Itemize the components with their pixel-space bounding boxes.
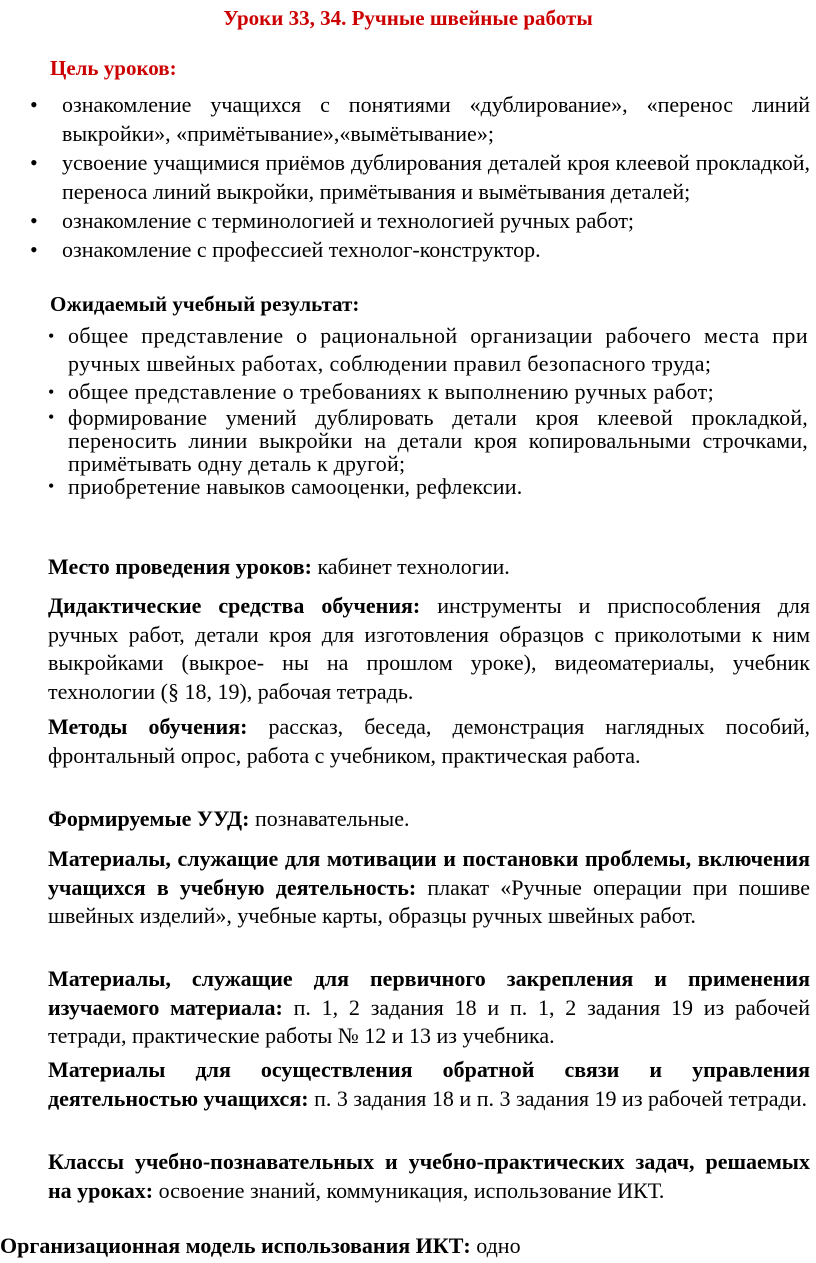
- feedback-text: п. 3 задания 18 и п. 3 задания 19 из рабочей тетради.: [308, 1085, 807, 1111]
- feedback-label: Материалы для осуществления обратной связи и управления деятельностью учащихся:: [48, 1057, 810, 1111]
- expected-results-list: [48, 322, 808, 498]
- uud-label: Формируемые УУД:: [48, 806, 250, 831]
- feedback-paragraph: [48, 1056, 810, 1113]
- goal-heading: Цель уроков:: [50, 56, 177, 80]
- goal-item: • ознакомление с профессией технолог-конструктор.: [30, 235, 810, 264]
- goal-item: • ознакомление с терминологией и технологией ручных работ;: [30, 206, 810, 235]
- methods-text: рассказ, беседа, демонстрация наглядных пособий, фронтальный опрос, работа с учебником, практическая работа.: [48, 714, 811, 768]
- uud-paragraph: [48, 805, 810, 834]
- uud-text: познавательные.: [249, 806, 410, 831]
- consolidation-text: п. 1, 2 задания 18 и п. 1, 2 задания 19 из рабочей тетради, практические работы № 12 и 13 из учебника.: [48, 994, 811, 1048]
- motivation-text: плакат «Ручные операции при пошиве швейных изделий», учебные карты, образцы ручных швейных работ.: [48, 874, 811, 928]
- classes-text: освоение знаний, коммуникация, использование ИКТ.: [153, 1177, 665, 1203]
- methods-label: Методы обучения:: [48, 714, 248, 739]
- expected-item: • общее представление о рациональной организации рабочего места при ручных швейных работах, соблюдении правил безопасного труда;: [48, 322, 808, 378]
- page-title: Уроки 33, 34. Ручные швейные работы: [223, 6, 593, 30]
- didactic-text: инструменты и приспособления для ручных работ, детали кроя для изготовления образцов с приколотыми к ним выкройками (выкрое- ны на прошлом уроке), видеоматериалы, учебник технологии (§ 18, 19), рабочая тетрадь.: [48, 593, 810, 704]
- place-text: кабинет технологии.: [311, 554, 510, 579]
- expected-result-heading: Ожидаемый учебный результат:: [50, 292, 360, 316]
- place-label: Место проведения уроков:: [48, 554, 312, 579]
- consolidation-paragraph: [48, 965, 810, 1051]
- methods-paragraph: [48, 713, 810, 770]
- didactic-label: Дидактические средства обучения:: [48, 593, 421, 618]
- classes-paragraph: [48, 1148, 810, 1205]
- classes-label: Классы учебно-познавательных и учебно-практических задач, решаемых на уроках:: [48, 1149, 810, 1203]
- goal-item: • усвоение учащимися приёмов дублирования деталей кроя клеевой прокладкой, переноса линий выкройки, примётывания и вымётывания деталей;: [30, 148, 810, 206]
- goals-list: [30, 90, 810, 264]
- consolidation-label: Материалы, служащие для первичного закрепления и применения изучаемого материала:: [48, 966, 810, 1020]
- place-paragraph: [48, 553, 810, 582]
- expected-item: • приобретение навыков самооценки, рефлексии.: [48, 475, 808, 498]
- ict-text: одно: [470, 1233, 521, 1258]
- expected-item: • формирование умений дублировать детали кроя клеевой прокладкой, переносить линии выкройки на детали кроя копировальными строчками, примётывать одну деталь к другой;: [48, 406, 808, 475]
- motivation-paragraph: [48, 845, 810, 931]
- didactic-paragraph: [48, 592, 810, 706]
- expected-item: • общее представление о требованиях к выполнению ручных работ;: [48, 378, 808, 406]
- goal-item: • ознакомление учащихся с понятиями «дублирование», «перенос линий выкройки», «примётывание»,«вымётывание»;: [30, 90, 810, 148]
- motivation-label: Материалы, служащие для мотивации и постановки проблемы, включения учащихся в учебную деятельность:: [48, 846, 810, 900]
- ict-paragraph: [0, 1232, 816, 1260]
- ict-label: Организационная модель использования ИКТ:: [0, 1233, 471, 1258]
